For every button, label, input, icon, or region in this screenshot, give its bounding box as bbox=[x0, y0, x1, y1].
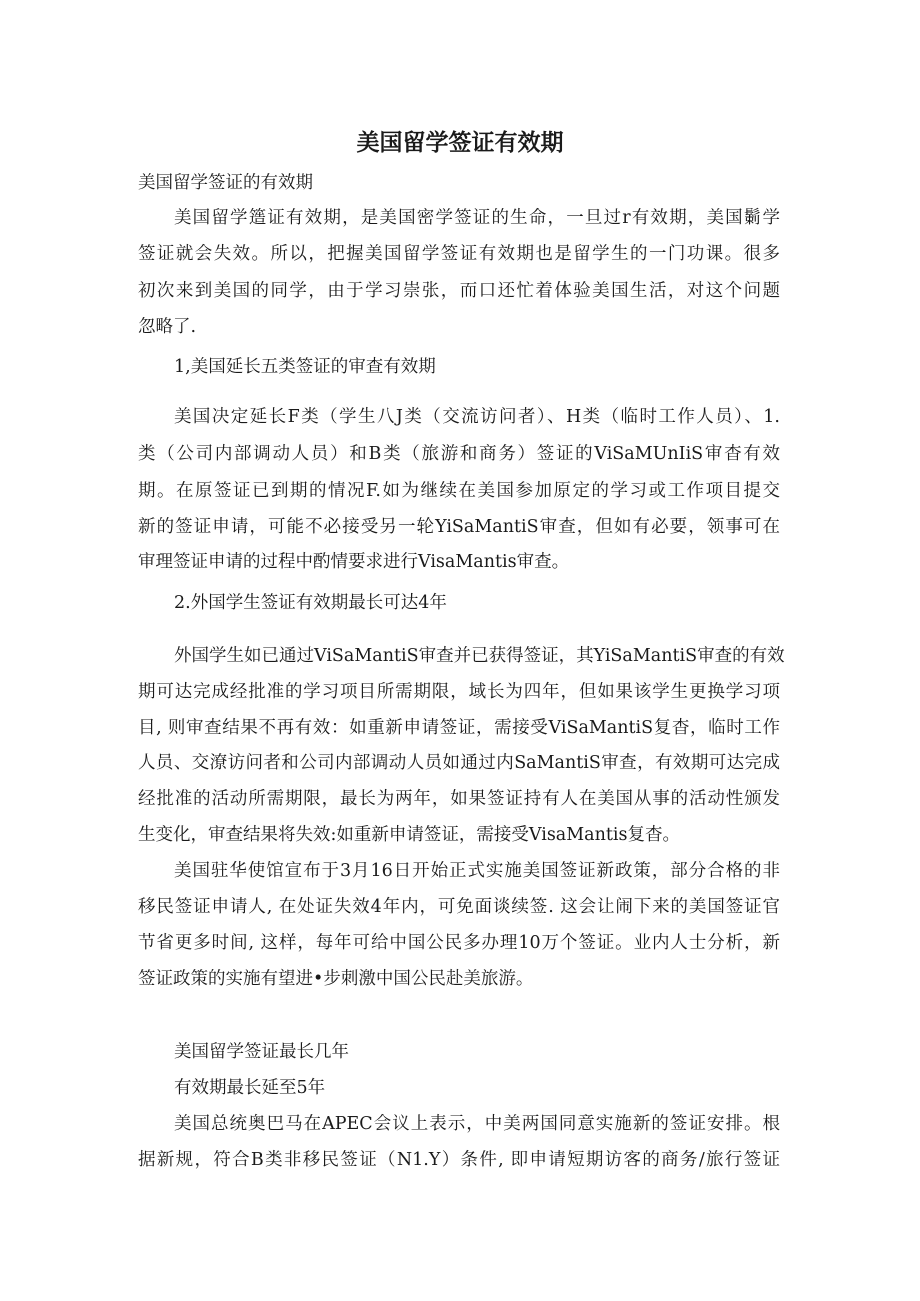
paragraph-line: 人员、交潦访问者和公司内部调动人员如通过内SaMantiS审查，有效期可达完成 bbox=[138, 753, 780, 773]
paragraph-line: 类（公司内部调动人员）和B类（旅游和商务）签证的ViSaMUnIiS审杳有效 bbox=[138, 444, 780, 464]
paragraph-line: 新的签证申请，可能不必接受另一轮YiSaMantiS审查，但如有必要，领事可在 bbox=[138, 517, 780, 537]
paragraph-line: 外国学生如已通过ViSaMantiS审查并已获得签证，其YiSaMantiS审查的有效 bbox=[174, 646, 785, 666]
paragraph-line: 节省更多时间, 这样，每年可给中国公民多办理10万个签证。业内人士分析，新 bbox=[138, 933, 780, 953]
section-subheading: 有效期最长延至5年 bbox=[174, 1078, 326, 1098]
paragraph-line: 期。在原签证已到期的情况F.如为继续在美国参加原定的学习或工作项目提交 bbox=[138, 481, 780, 501]
paragraph-line: 生变化，审查结果将失效:如重新申请签证，需接受VisaMantis复杳。 bbox=[138, 825, 680, 845]
paragraph-line: 移民签证申请人, 在处证失效4年内，可免面谈续签. 这会让闹下来的美国签证官 bbox=[138, 897, 780, 917]
paragraph-line: 美国留学簉证有效期，是美国密学签证的生命，一旦过r有效期，美国鬎学 bbox=[174, 208, 780, 228]
paragraph-line: 期可达完成经批准的学习项目所需期限，域长为四年，但如果该学生更换学习项 bbox=[138, 682, 780, 702]
paragraph-line: 经批准的活动所需期限，最长为两年，如果签证持有人在美国从事的活动性颁发 bbox=[138, 789, 780, 809]
paragraph-line: 初次来到美国的同学，由于学习崇张，而口还忙着体验美国生活，对这个问题 bbox=[138, 281, 780, 301]
paragraph-line: 忽略了. bbox=[138, 317, 197, 337]
paragraph-line: 美国驻华使馆宣布于3月16日开始正式实施美国签证新政策，部分合格的非 bbox=[174, 861, 780, 881]
paragraph-line: 据新规，符合B类非移民签证（N1.Y）条件, 即申请短期访客的商务/旅行签证 bbox=[138, 1150, 780, 1170]
paragraph-line: 审理签证申请的过程中酌情要求进行VisaMantis审查。 bbox=[138, 552, 570, 572]
numbered-heading: 2.外国学生签证有效期最长可达4年 bbox=[174, 593, 447, 613]
numbered-heading: 1,美国延长五类签证的审查有效期 bbox=[174, 357, 436, 377]
section-heading: 美国留学签证最长几年 bbox=[174, 1042, 349, 1062]
paragraph-line: 签证就会失效。所以，把握美国留学签证有效期也是留学生的一门功课。很多 bbox=[138, 244, 780, 264]
paragraph-line: 美国决定延长F类（学生八J类（交流访问者）、H类（临时工作人员）、1. bbox=[174, 407, 780, 427]
section-heading: 美国留学签证的有效期 bbox=[138, 173, 313, 193]
paragraph-line: 签证政策的实施有望进•步刺激中国公民赴美旅游。 bbox=[138, 969, 534, 989]
paragraph-line: 目, 则审查结果不再有效：如重新申请签证，需接受ViSaMantiS复杳，临时工作 bbox=[138, 718, 780, 738]
document-title: 美国留学签证有效期 bbox=[356, 130, 564, 156]
paragraph-line: 美国总统奥巴马在APEC会议上表示，中美两国同意实施新的签证安排。根 bbox=[174, 1114, 780, 1134]
